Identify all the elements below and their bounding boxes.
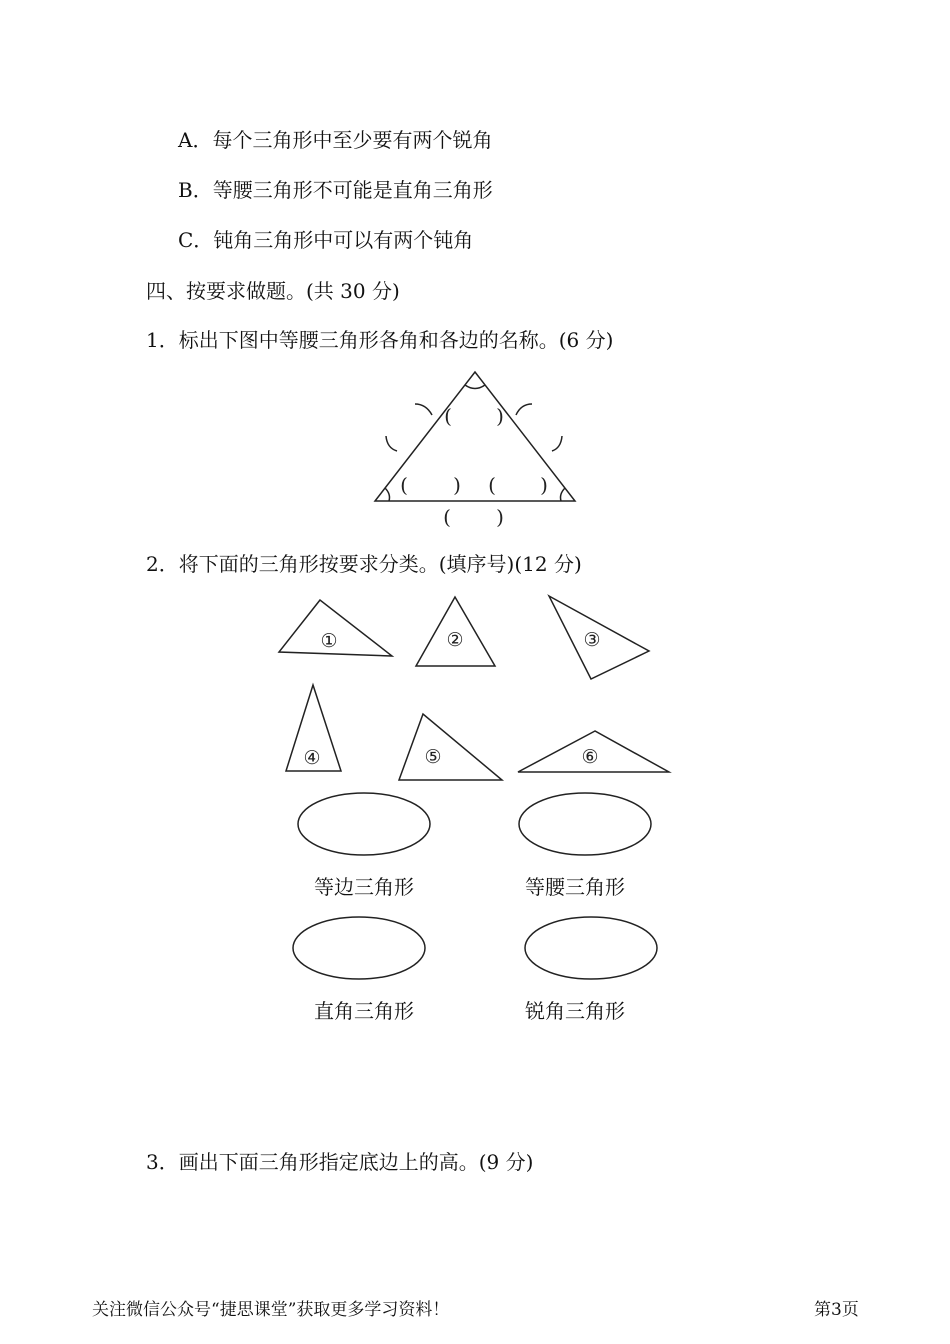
- paren-right-angle-close: ): [540, 473, 548, 497]
- question-2-text: 2．将下面的三角形按要求分类。(填序号)(12 分): [146, 552, 582, 576]
- category-right: 直角三角形: [314, 999, 414, 1023]
- paren-base-open: (: [443, 505, 451, 529]
- triangle-1-label: ①: [320, 630, 338, 652]
- category-equilateral: 等边三角形: [314, 875, 414, 899]
- triangle-5: [399, 714, 502, 780]
- triangle-5-label: ⑤: [424, 746, 442, 768]
- left-leg-bracket-top: [415, 404, 432, 415]
- apex-angle-arc: [465, 385, 485, 389]
- equilateral-ellipse: [298, 793, 430, 855]
- left-leg-bracket-bottom: [386, 436, 397, 451]
- right-base-angle-arc: [561, 488, 566, 501]
- triangle-2-label: ②: [446, 629, 464, 651]
- section-heading: 四、按要求做题。(共 30 分): [146, 279, 400, 303]
- isosceles-ellipse: [519, 793, 651, 855]
- paren-left-angle-close: ): [453, 473, 461, 497]
- triangle-4-label: ④: [303, 747, 321, 769]
- paren-base-close: ): [496, 505, 504, 529]
- page-number: 第3页: [814, 1300, 859, 1320]
- acute-ellipse: [525, 917, 657, 979]
- triangle-3-label: ③: [583, 629, 601, 651]
- left-base-angle-arc: [385, 488, 390, 501]
- triangle-6-label: ⑥: [581, 746, 599, 768]
- paren-left-angle-open: (: [400, 473, 408, 497]
- right-ellipse: [293, 917, 425, 979]
- option-a: A．每个三角形中至少要有两个锐角: [178, 128, 493, 152]
- option-c: C．钝角三角形中可以有两个钝角: [178, 228, 474, 252]
- right-leg-bracket-bottom: [552, 436, 562, 451]
- paren-inner-right-leg-close: ): [496, 404, 504, 428]
- category-acute: 锐角三角形: [525, 999, 625, 1023]
- option-b: B．等腰三角形不可能是直角三角形: [178, 178, 493, 202]
- category-isosceles: 等腰三角形: [525, 875, 625, 899]
- question-3-text: 3．画出下面三角形指定底边上的高。(9 分): [146, 1150, 534, 1174]
- paren-right-angle-open: (: [488, 473, 496, 497]
- question-1-text: 1．标出下图中等腰三角形各角和各边的名称。(6 分): [146, 328, 614, 352]
- paren-inner-left-leg-open: (: [444, 404, 452, 428]
- right-leg-bracket-top: [516, 404, 532, 415]
- footer-promo: 关注微信公众号“捷思课堂”获取更多学习资料！: [92, 1300, 450, 1320]
